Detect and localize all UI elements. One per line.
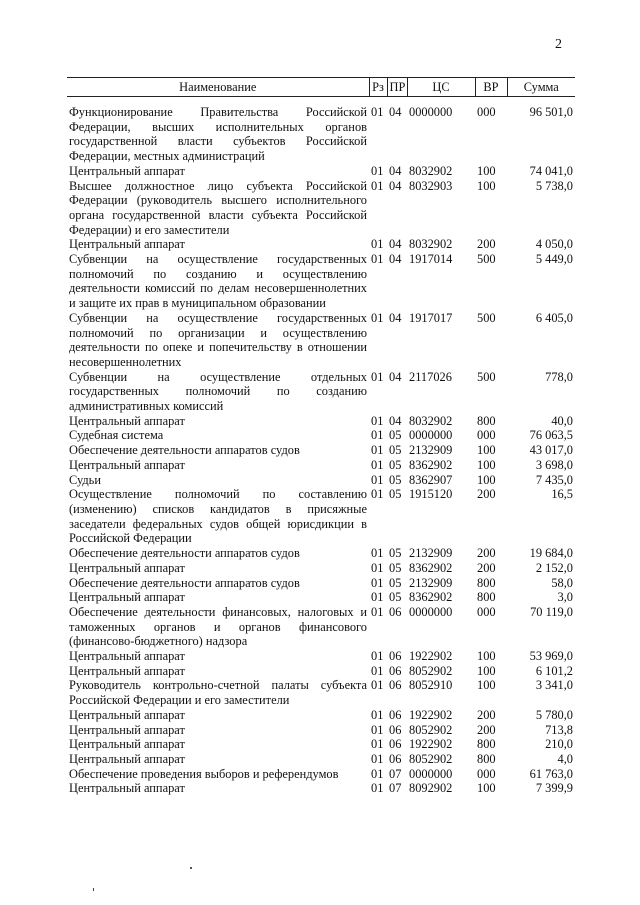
row-name: Центральный аппарат xyxy=(69,163,185,178)
row-name: Судьи xyxy=(69,472,101,487)
row-vr: 000 xyxy=(477,105,496,119)
table-row xyxy=(67,252,575,311)
row-pr: 06 xyxy=(389,751,402,766)
row-name: Центральный аппарат xyxy=(69,649,185,664)
row-name: Центральный аппарат xyxy=(69,590,185,605)
row-name: Субвенции на осуществление государственных полномочий по созданию и осуществлению деятельности комиссий по делам несовершеннолетних и защите их прав в муниципальном образовании xyxy=(69,252,367,311)
row-name: Центральный аппарат xyxy=(69,737,185,752)
row-cs: 8052910 xyxy=(409,678,453,693)
row-pr: 04 xyxy=(389,163,402,178)
row-vr: 100 xyxy=(477,443,496,458)
row-rz: 01 xyxy=(371,443,384,458)
row-vr: 200 xyxy=(477,487,496,502)
row-sum: 4,0 xyxy=(557,751,573,766)
row-vr: 100 xyxy=(477,649,496,664)
table-row xyxy=(67,767,575,782)
row-vr: 200 xyxy=(477,722,496,737)
table-row xyxy=(67,443,575,458)
row-name: Центральный аппарат xyxy=(69,560,185,575)
row-name: Обеспечение деятельности аппаратов судов xyxy=(69,546,300,561)
row-vr: 000 xyxy=(477,766,496,781)
table-row xyxy=(67,487,575,546)
row-pr: 05 xyxy=(389,443,402,458)
row-vr: 200 xyxy=(477,707,496,722)
row-pr: 06 xyxy=(389,737,402,752)
row-name: Обеспечение проведения выборов и референдумов xyxy=(69,766,339,781)
row-pr: 04 xyxy=(389,252,402,267)
row-sum: 7 435,0 xyxy=(535,472,573,487)
table-row xyxy=(67,473,575,488)
row-pr: 06 xyxy=(389,604,402,619)
header-rz: Рз xyxy=(369,78,387,97)
row-rz: 01 xyxy=(371,707,384,722)
row-pr: 04 xyxy=(389,237,402,252)
row-rz: 01 xyxy=(371,457,384,472)
row-rz: 01 xyxy=(371,237,384,252)
row-cs: 2132909 xyxy=(409,443,453,458)
row-sum: 3,0 xyxy=(557,590,573,605)
row-sum: 5 780,0 xyxy=(535,707,573,722)
row-cs: 1922902 xyxy=(409,737,453,752)
row-pr: 04 xyxy=(389,413,402,428)
row-rz: 01 xyxy=(371,604,384,619)
row-cs: 1922902 xyxy=(409,649,453,664)
row-name: Центральный аппарат xyxy=(69,237,185,252)
row-sum: 16,5 xyxy=(551,487,573,502)
row-sum: 76 063,5 xyxy=(529,428,573,443)
row-cs: 8032902 xyxy=(409,163,453,178)
row-rz: 01 xyxy=(371,472,384,487)
row-sum: 74 041,0 xyxy=(529,163,573,178)
row-sum: 58,0 xyxy=(551,575,573,590)
table-row xyxy=(67,649,575,664)
table-row xyxy=(67,428,575,443)
table-row xyxy=(67,370,575,414)
row-sum: 5 449,0 xyxy=(535,252,573,267)
row-pr: 06 xyxy=(389,649,402,664)
table-row xyxy=(67,164,575,179)
row-rz: 01 xyxy=(371,649,384,664)
row-rz: 01 xyxy=(371,590,384,605)
table-row xyxy=(67,664,575,679)
row-vr: 100 xyxy=(477,781,496,796)
table-row xyxy=(67,605,575,649)
row-cs: 0000000 xyxy=(409,766,453,781)
table-row xyxy=(67,311,575,370)
table-row xyxy=(67,561,575,576)
table-row xyxy=(67,590,575,605)
row-rz: 01 xyxy=(371,178,384,193)
row-pr: 04 xyxy=(389,369,402,384)
row-cs: 8052902 xyxy=(409,751,453,766)
header-cs: ЦС xyxy=(407,78,475,97)
row-vr: 800 xyxy=(477,751,496,766)
row-vr: 200 xyxy=(477,237,496,252)
row-name: Высшее должностное лицо субъекта Российской Федерации (руководитель высшего исполнительного органа государственной власти субъекта Российской Федерации) и его заместители xyxy=(69,178,367,237)
row-sum: 19 684,0 xyxy=(529,546,573,561)
row-cs: 8092902 xyxy=(409,781,453,796)
row-rz: 01 xyxy=(371,413,384,428)
row-pr: 04 xyxy=(389,178,402,193)
row-rz: 01 xyxy=(371,737,384,752)
row-rz: 01 xyxy=(371,369,384,384)
row-cs: 2132909 xyxy=(409,575,453,590)
row-sum: 70 119,0 xyxy=(530,604,573,619)
row-name: Центральный аппарат xyxy=(69,457,185,472)
row-sum: 40,0 xyxy=(551,413,573,428)
table-row xyxy=(67,414,575,429)
row-pr: 06 xyxy=(389,722,402,737)
row-vr: 100 xyxy=(477,163,496,178)
row-pr: 05 xyxy=(389,560,402,575)
row-cs: 2132909 xyxy=(409,546,453,561)
row-rz: 01 xyxy=(371,663,384,678)
row-name: Судебная система xyxy=(69,428,164,443)
row-rz: 01 xyxy=(371,252,384,267)
table-row xyxy=(67,737,575,752)
row-name: Центральный аппарат xyxy=(69,707,185,722)
row-cs: 8032902 xyxy=(409,237,453,252)
table-row xyxy=(67,723,575,738)
row-vr: 000 xyxy=(477,428,496,443)
row-name: Субвенции на осуществление отдельных государственных полномочий по созданию административных комиссий xyxy=(69,369,367,414)
row-name: Руководитель контрольно-счетной палаты субъекта Российской Федерации и его заместители xyxy=(69,678,367,708)
row-cs: 2117026 xyxy=(409,369,452,384)
row-pr: 05 xyxy=(389,472,402,487)
row-vr: 100 xyxy=(477,663,496,678)
row-name: Центральный аппарат xyxy=(69,413,185,428)
header-vr: ВР xyxy=(475,78,507,97)
row-cs: 0000000 xyxy=(409,604,453,619)
row-pr: 04 xyxy=(389,105,402,119)
header-spacer xyxy=(67,97,575,106)
row-rz: 01 xyxy=(371,722,384,737)
row-rz: 01 xyxy=(371,575,384,590)
row-name: Центральный аппарат xyxy=(69,781,185,796)
row-vr: 500 xyxy=(477,310,496,325)
row-vr: 500 xyxy=(477,252,496,267)
row-cs: 8362902 xyxy=(409,590,453,605)
table-row xyxy=(67,458,575,473)
row-rz: 01 xyxy=(371,781,384,796)
row-cs: 0000000 xyxy=(409,428,453,443)
row-name: Субвенции на осуществление государственных полномочий по организации и осуществлению деятельности по опеке и попечительству в отношении несовершеннолетних xyxy=(69,310,367,369)
row-sum: 61 763,0 xyxy=(529,766,573,781)
row-name: Центральный аппарат xyxy=(69,722,185,737)
row-vr: 100 xyxy=(477,678,496,693)
table-header-row xyxy=(67,78,575,97)
row-vr: 100 xyxy=(477,178,496,193)
row-vr: 800 xyxy=(477,737,496,752)
row-sum: 2 152,0 xyxy=(535,560,573,575)
table-row xyxy=(67,678,575,707)
row-sum: 6 405,0 xyxy=(535,310,573,325)
row-sum: 43 017,0 xyxy=(529,443,573,458)
row-sum: 5 738,0 xyxy=(535,178,573,193)
row-pr: 06 xyxy=(389,707,402,722)
row-cs: 8362907 xyxy=(409,472,453,487)
budget-table xyxy=(67,77,575,796)
row-name: Центральный аппарат xyxy=(69,751,185,766)
row-rz: 01 xyxy=(371,546,384,561)
row-cs: 8032902 xyxy=(409,413,453,428)
table-row xyxy=(67,576,575,591)
row-pr: 05 xyxy=(389,457,402,472)
row-pr: 07 xyxy=(389,781,402,796)
row-rz: 01 xyxy=(371,766,384,781)
row-pr: 07 xyxy=(389,766,402,781)
row-vr: 200 xyxy=(477,546,496,561)
row-vr: 100 xyxy=(477,457,496,472)
row-rz: 01 xyxy=(371,105,384,119)
row-cs: 8362902 xyxy=(409,457,453,472)
row-vr: 800 xyxy=(477,575,496,590)
row-sum: 53 969,0 xyxy=(529,649,573,664)
table-row xyxy=(67,105,575,164)
row-vr: 100 xyxy=(477,472,496,487)
header-pr: ПР xyxy=(387,78,407,97)
row-cs: 1915120 xyxy=(409,487,453,502)
table-row xyxy=(67,546,575,561)
row-rz: 01 xyxy=(371,428,384,443)
row-sum: 6 101,2 xyxy=(535,663,573,678)
row-cs: 8052902 xyxy=(409,722,453,737)
row-pr: 06 xyxy=(389,663,402,678)
row-pr: 05 xyxy=(389,575,402,590)
table-row xyxy=(67,179,575,238)
table-row xyxy=(67,237,575,252)
row-sum: 210,0 xyxy=(545,737,573,752)
row-rz: 01 xyxy=(371,310,384,325)
row-sum: 96 501,0 xyxy=(529,105,573,119)
row-pr: 06 xyxy=(389,678,402,693)
row-sum: 7 399,9 xyxy=(535,781,573,796)
row-rz: 01 xyxy=(371,751,384,766)
row-rz: 01 xyxy=(371,560,384,575)
row-pr: 05 xyxy=(389,546,402,561)
header-sum: Сумма xyxy=(507,78,575,97)
row-cs: 1917017 xyxy=(409,310,453,325)
row-rz: 01 xyxy=(371,163,384,178)
row-cs: 1922902 xyxy=(409,707,453,722)
row-name: Центральный аппарат xyxy=(69,663,185,678)
row-rz: 01 xyxy=(371,678,384,693)
row-sum: 3 341,0 xyxy=(535,678,573,693)
scan-mark xyxy=(190,867,192,869)
row-cs: 8362902 xyxy=(409,560,453,575)
row-vr: 200 xyxy=(477,560,496,575)
page-number: 2 xyxy=(555,37,562,52)
row-sum: 4 050,0 xyxy=(535,237,573,252)
row-name: Функционирование Правительства Российской Федерации, высших исполнительных органов государственной власти субъектов Российской Федерации, местных администраций xyxy=(69,105,367,164)
row-name: Осуществление полномочий по составлению (изменению) списков кандидатов в присяжные заседатели федеральных судов общей юрисдикции в Российской Федерации xyxy=(69,487,367,546)
row-pr: 05 xyxy=(389,487,402,502)
row-sum: 778,0 xyxy=(545,369,573,384)
row-vr: 000 xyxy=(477,604,496,619)
row-cs: 8032903 xyxy=(409,178,453,193)
table-row xyxy=(67,708,575,723)
row-sum: 3 698,0 xyxy=(535,457,573,472)
row-vr: 500 xyxy=(477,369,496,384)
row-pr: 05 xyxy=(389,590,402,605)
row-name: Обеспечение деятельности финансовых, налоговых и таможенных органов и органов финансового (финансово-бюджетного) надзора xyxy=(69,604,367,649)
scan-mark xyxy=(93,888,94,891)
row-cs: 8052902 xyxy=(409,663,453,678)
row-pr: 05 xyxy=(389,428,402,443)
row-name: Обеспечение деятельности аппаратов судов xyxy=(69,443,300,458)
row-sum: 713,8 xyxy=(545,722,573,737)
row-cs: 0000000 xyxy=(409,105,453,119)
row-pr: 04 xyxy=(389,310,402,325)
row-vr: 800 xyxy=(477,590,496,605)
row-rz: 01 xyxy=(371,487,384,502)
row-vr: 800 xyxy=(477,413,496,428)
table-row xyxy=(67,781,575,796)
header-name: Наименование xyxy=(67,78,369,97)
table-row xyxy=(67,752,575,767)
row-name: Обеспечение деятельности аппаратов судов xyxy=(69,575,300,590)
row-cs: 1917014 xyxy=(409,252,453,267)
